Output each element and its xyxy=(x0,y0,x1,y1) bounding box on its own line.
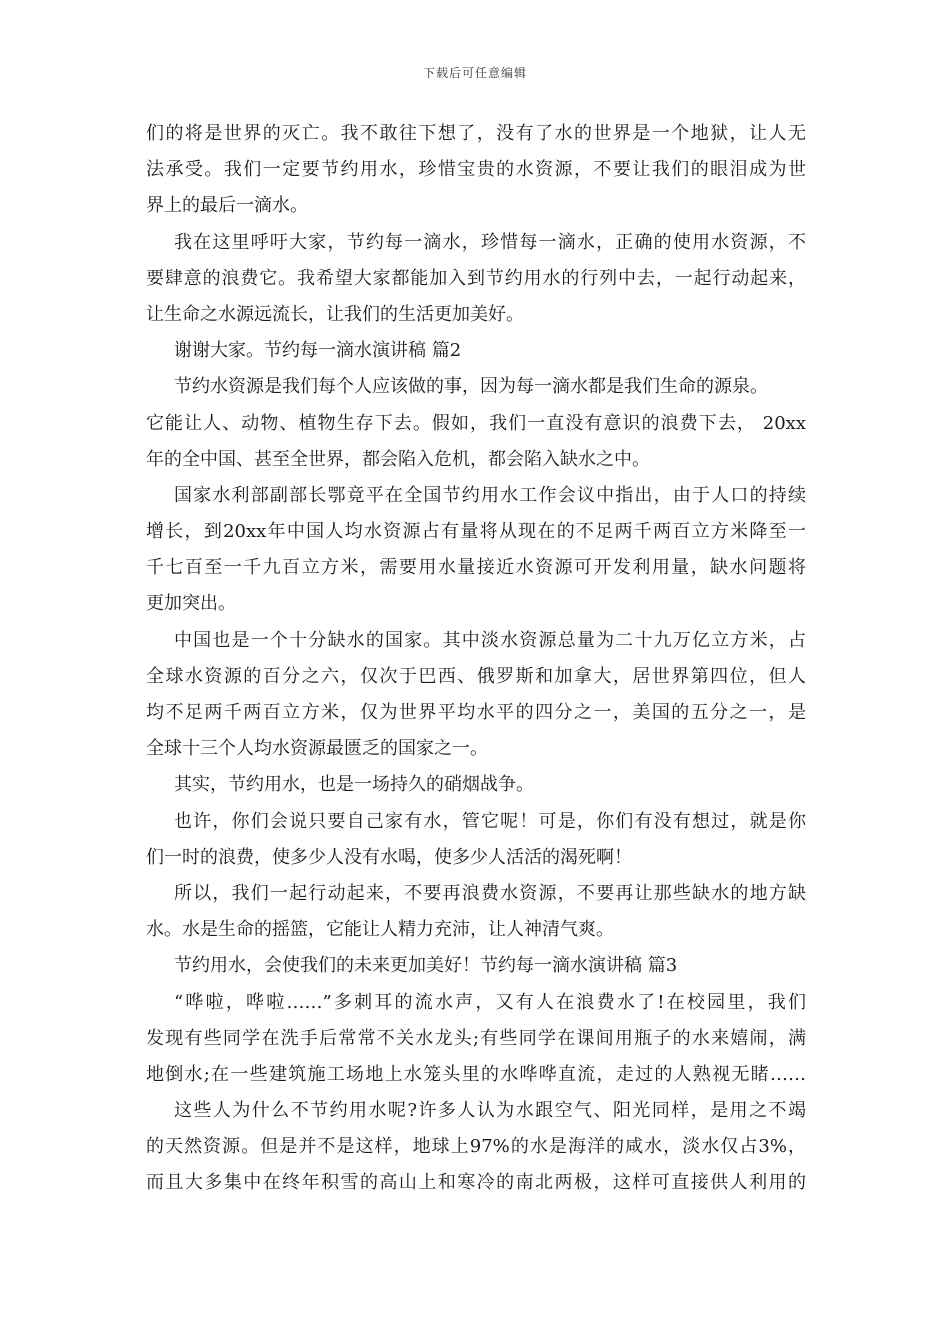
text-line: 发现有些同学在洗手后常常不关水龙头;有些同学在课间用瓶子的水来嬉闹，满 xyxy=(146,1027,806,1049)
text-line: 国家水利部副部长鄂竟平在全国节约用水工作会议中指出，由于人口的持续 xyxy=(174,484,806,506)
text-line: 节约水资源是我们每个人应该做的事，因为每一滴水都是我们生命的源泉。 xyxy=(174,376,768,398)
text-line: 它能让人、动物、植物生存下去。假如，我们一直没有意识的浪费下去， 20xx xyxy=(146,412,806,434)
text-line: “哗啦，哗啦……”多刺耳的流水声，又有人在浪费水了!在校园里，我们 xyxy=(174,991,806,1013)
text-line: 我在这里呼吁大家，节约每一滴水，珍惜每一滴水，正确的使用水资源，不 xyxy=(174,231,806,253)
text-line: 谢谢大家。节约每一滴水演讲稿 篇2 xyxy=(174,340,462,362)
text-line: 界上的最后一滴水。 xyxy=(146,195,308,217)
text-line: 均不足两千两百立方米，仅为世界平均水平的四分之一，美国的五分之一，是 xyxy=(146,702,806,723)
text-line: 全球十三个人均水资源最匮乏的国家之一。 xyxy=(146,738,488,760)
text-line: 而且大多集中在终年积雪的高山上和寒冷的南北两极，这样可直接供人利用的 xyxy=(146,1172,806,1194)
text-line: 全球水资源的百分之六，仅次于巴西、俄罗斯和加拿大，居世界第四位，但人 xyxy=(146,665,806,687)
page-header: 下载后可任意编辑 xyxy=(422,66,527,80)
text-line: 更加突出。 xyxy=(146,593,236,615)
document-body xyxy=(146,116,806,1202)
text-line: 其实，节约用水，也是一场持久的硝烟战争。 xyxy=(174,774,534,796)
text-line: 让生命之水源远流长，让我们的生活更加美好。 xyxy=(146,303,524,325)
text-line: 中国也是一个十分缺水的国家。其中淡水资源总量为二十九万亿立方米，占 xyxy=(174,629,806,651)
text-line: 也许，你们会说只要自己家有水，管它呢！可是，你们有没有想过，就是你 xyxy=(174,810,806,832)
text-line: 水。水是生命的摇篮，它能让人精力充沛，让人神清气爽。 xyxy=(146,919,614,941)
text-line: 地倒水;在一些建筑施工场地上水笼头里的水哗哗直流，走过的人熟视无睹…… xyxy=(146,1063,806,1085)
text-line: 节约用水，会使我们的未来更加美好！节约每一滴水演讲稿 篇3 xyxy=(174,955,678,977)
text-line: 所以，我们一起行动起来，不要再浪费水资源，不要再让那些缺水的地方缺 xyxy=(174,882,806,904)
text-line: 们的将是世界的灭亡。我不敢往下想了，没有了水的世界是一个地狱，让人无 xyxy=(146,123,806,144)
text-line: 们一时的浪费，使多少人没有水喝，使多少人活活的渴死啊！ xyxy=(146,846,632,868)
text-line: 的天然资源。但是并不是这样，地球上97%的水是海洋的咸水，淡水仅占3%， xyxy=(146,1136,806,1158)
text-line: 这些人为什么不节约用水呢?许多人认为水跟空气、阳光同样，是用之不竭 xyxy=(174,1100,806,1122)
text-line: 千七百至一千九百立方米，需要用水量接近水资源可开发利用量，缺水问题将 xyxy=(146,557,806,579)
text-line: 增长，到20xx年中国人均水资源占有量将从现在的不足两千两百立方米降至一 xyxy=(146,521,806,543)
text-line: 法承受。我们一定要节约用水，珍惜宝贵的水资源，不要让我们的眼泪成为世 xyxy=(146,159,806,181)
text-line: 年的全中国、甚至全世界，都会陷入危机，都会陷入缺水之中。 xyxy=(146,448,650,470)
text-line: 要肆意的浪费它。我希望大家都能加入到节约用水的行列中去，一起行动起来， xyxy=(146,267,806,289)
